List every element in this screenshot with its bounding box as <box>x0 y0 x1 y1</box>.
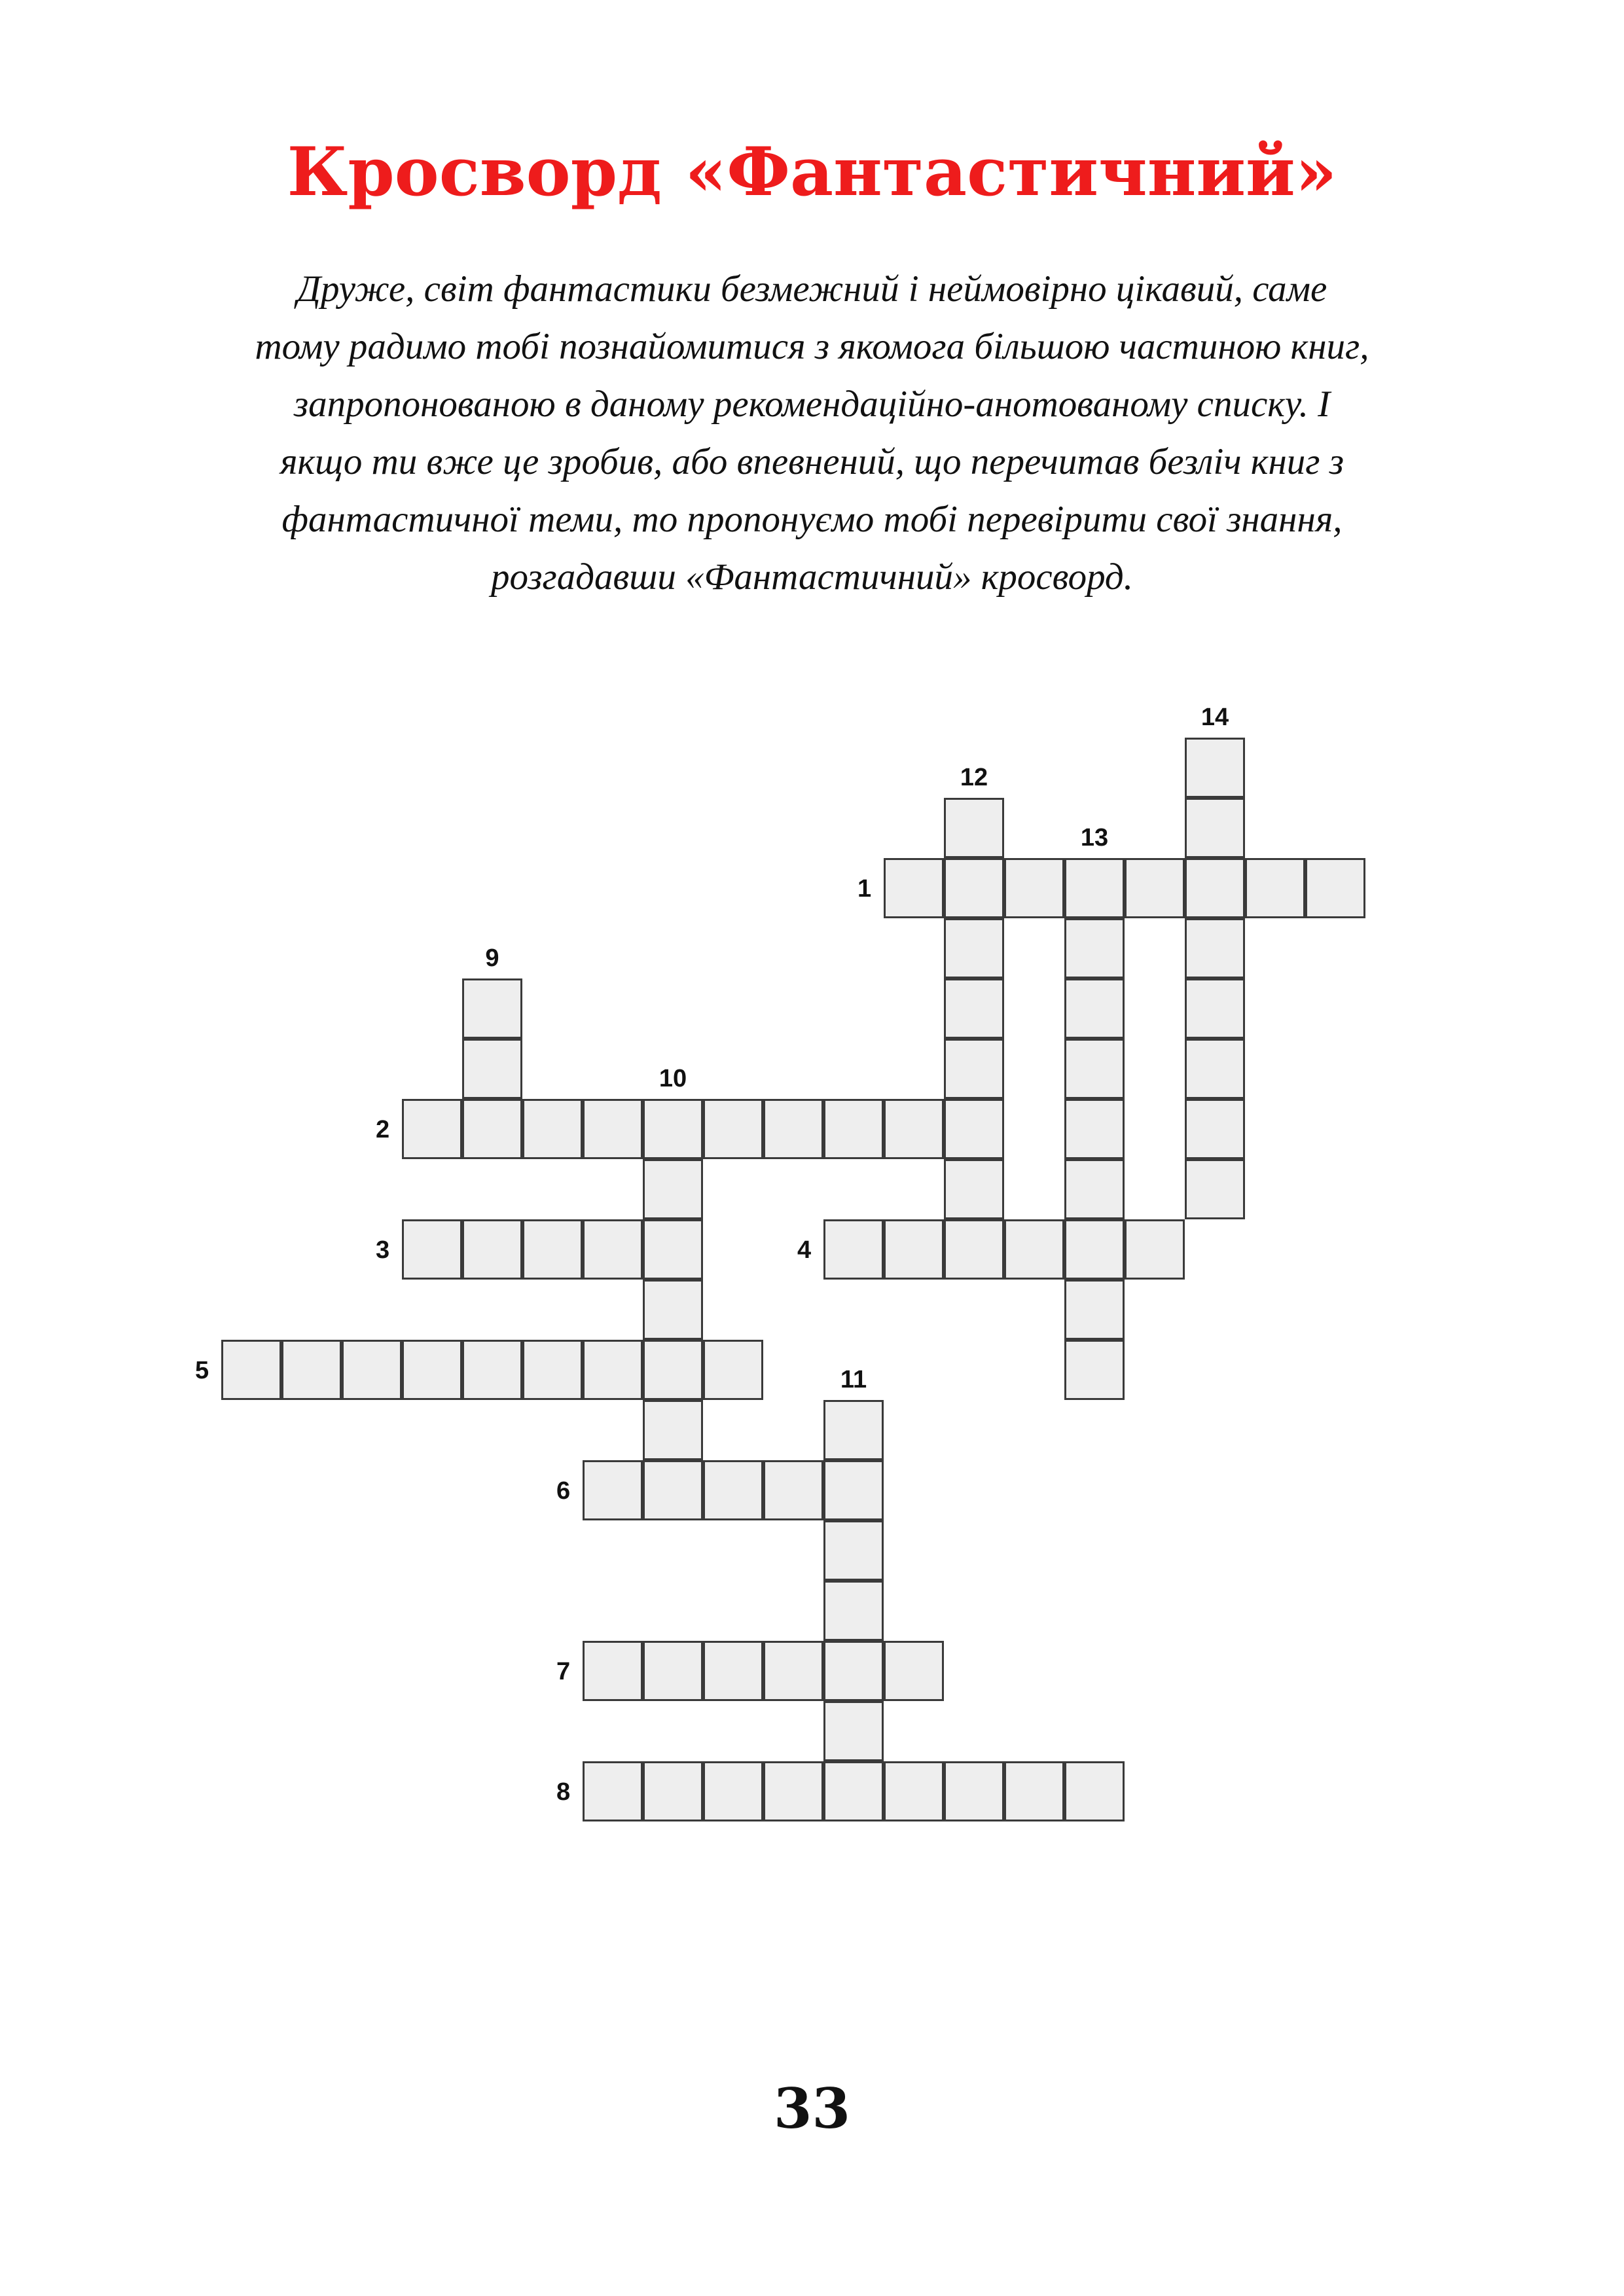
intro-line: запропонованою в даному рекомендаційно-анотованому списку. І <box>293 384 1331 425</box>
crossword-cell[interactable] <box>763 1641 823 1701</box>
crossword-cell[interactable] <box>823 1581 884 1641</box>
crossword-cell[interactable] <box>1305 858 1365 918</box>
crossword-cell[interactable] <box>1004 1761 1064 1821</box>
crossword-cell[interactable] <box>944 1039 1004 1099</box>
crossword-cell[interactable] <box>462 1340 522 1400</box>
crossword-cell[interactable] <box>522 1340 583 1400</box>
intro-line: тому радимо тобі познайомитися з якомога більшою частиною книг, <box>255 326 1369 367</box>
clue-number-down: 12 <box>960 764 988 791</box>
crossword-cell[interactable] <box>402 1099 462 1159</box>
crossword-cell[interactable] <box>1064 1219 1125 1280</box>
crossword-cell[interactable] <box>703 1761 763 1821</box>
crossword-cell[interactable] <box>703 1340 763 1400</box>
crossword-cell[interactable] <box>884 1219 944 1280</box>
crossword-cell[interactable] <box>823 1460 884 1520</box>
crossword-cell[interactable] <box>823 1219 884 1280</box>
crossword-cell[interactable] <box>583 1340 643 1400</box>
intro-line: фантастичної теми, то пропонуємо тобі перевірити свої знання, <box>281 499 1343 540</box>
crossword-cell[interactable] <box>1245 858 1305 918</box>
crossword-cell[interactable] <box>643 1400 703 1460</box>
crossword-cell[interactable] <box>1185 918 1245 978</box>
clue-number-across: 4 <box>797 1236 812 1264</box>
crossword-cell[interactable] <box>944 978 1004 1039</box>
clue-number-down: 10 <box>659 1065 687 1092</box>
crossword-cell[interactable] <box>944 1159 1004 1219</box>
clue-number-down: 9 <box>485 944 499 972</box>
crossword-cell[interactable] <box>1185 1159 1245 1219</box>
crossword-cell[interactable] <box>703 1641 763 1701</box>
crossword-cell[interactable] <box>944 858 1004 918</box>
crossword-cell[interactable] <box>1125 1219 1185 1280</box>
crossword-cell[interactable] <box>643 1460 703 1520</box>
clue-number-across: 8 <box>556 1778 571 1806</box>
crossword-cell[interactable] <box>1185 798 1245 858</box>
crossword-cell[interactable] <box>402 1340 462 1400</box>
crossword-cell[interactable] <box>462 1099 522 1159</box>
crossword-cell[interactable] <box>462 1219 522 1280</box>
crossword-cell[interactable] <box>402 1219 462 1280</box>
crossword-cell[interactable] <box>884 1761 944 1821</box>
page-number: 33 <box>774 2076 850 2141</box>
intro-line: якщо ти вже це зробив, або впевнений, що перечитав безліч книг з <box>280 441 1344 482</box>
crossword-cell[interactable] <box>462 978 522 1039</box>
crossword-cell[interactable] <box>823 1099 884 1159</box>
crossword-cell[interactable] <box>643 1761 703 1821</box>
crossword-cell[interactable] <box>1185 978 1245 1039</box>
crossword-cell[interactable] <box>944 1761 1004 1821</box>
crossword-cell[interactable] <box>823 1701 884 1761</box>
crossword-cell[interactable] <box>1185 858 1245 918</box>
crossword-cell[interactable] <box>643 1280 703 1340</box>
clue-number-across: 2 <box>376 1116 390 1143</box>
clue-number-across: 5 <box>195 1357 209 1384</box>
clue-number-down: 14 <box>1200 704 1229 731</box>
crossword-cell[interactable] <box>583 1641 643 1701</box>
clue-number-across: 3 <box>376 1236 390 1264</box>
crossword-cell[interactable] <box>281 1340 342 1400</box>
crossword-cell[interactable] <box>522 1219 583 1280</box>
crossword-cell[interactable] <box>1064 1340 1125 1400</box>
crossword-cell[interactable] <box>763 1099 823 1159</box>
intro-line: розгадавши «Фантастичний» кросворд. <box>490 556 1134 598</box>
crossword-cell[interactable] <box>823 1761 884 1821</box>
crossword-cell[interactable] <box>643 1159 703 1219</box>
crossword-cell[interactable] <box>643 1219 703 1280</box>
crossword-cell[interactable] <box>1064 1099 1125 1159</box>
clue-number-across: 1 <box>857 875 872 903</box>
crossword-cell[interactable] <box>823 1400 884 1460</box>
crossword-cell[interactable] <box>944 1219 1004 1280</box>
crossword-cell[interactable] <box>703 1099 763 1159</box>
clue-number-down: 11 <box>840 1366 867 1393</box>
crossword-cell[interactable] <box>522 1099 583 1159</box>
intro-line: Друже, світ фантастики безмежний і неймовірно цікавий, саме <box>297 268 1327 310</box>
crossword-cell[interactable] <box>342 1340 402 1400</box>
crossword-cell[interactable] <box>944 918 1004 978</box>
crossword-cell[interactable] <box>1064 1280 1125 1340</box>
crossword-cell[interactable] <box>1064 858 1125 918</box>
crossword-cell[interactable] <box>1064 1761 1125 1821</box>
crossword-cell[interactable] <box>583 1761 643 1821</box>
crossword-cell[interactable] <box>1185 738 1245 798</box>
page-title: Кросворд «Фантастичний» <box>287 133 1337 211</box>
crossword-cell[interactable] <box>1064 918 1125 978</box>
clue-number-down: 13 <box>1080 824 1109 852</box>
crossword-cell[interactable] <box>1064 1159 1125 1219</box>
crossword-cell[interactable] <box>703 1460 763 1520</box>
crossword-cell[interactable] <box>1125 858 1185 918</box>
crossword-cell[interactable] <box>583 1460 643 1520</box>
crossword-cell[interactable] <box>1064 1039 1125 1099</box>
clue-number-across: 7 <box>556 1658 571 1685</box>
crossword-cell[interactable] <box>462 1039 522 1099</box>
crossword-cell[interactable] <box>583 1219 643 1280</box>
crossword-cell[interactable] <box>763 1761 823 1821</box>
crossword-cell[interactable] <box>1004 1219 1064 1280</box>
crossword-cell[interactable] <box>221 1340 281 1400</box>
crossword-cell[interactable] <box>1004 858 1064 918</box>
crossword-cell[interactable] <box>583 1099 643 1159</box>
crossword-cell[interactable] <box>643 1099 703 1159</box>
crossword-cell[interactable] <box>884 858 944 918</box>
crossword-cell[interactable] <box>1185 1099 1245 1159</box>
crossword-cell[interactable] <box>944 1099 1004 1159</box>
crossword-cell[interactable] <box>823 1520 884 1581</box>
crossword-cell[interactable] <box>823 1641 884 1701</box>
crossword-cell[interactable] <box>763 1460 823 1520</box>
crossword-cell[interactable] <box>944 798 1004 858</box>
crossword-cell[interactable] <box>1185 1039 1245 1099</box>
crossword-cell[interactable] <box>884 1099 944 1159</box>
crossword-cell[interactable] <box>1064 978 1125 1039</box>
crossword-cell[interactable] <box>884 1641 944 1701</box>
clue-number-across: 6 <box>556 1477 571 1505</box>
crossword-cell[interactable] <box>643 1340 703 1400</box>
crossword-cell[interactable] <box>643 1641 703 1701</box>
